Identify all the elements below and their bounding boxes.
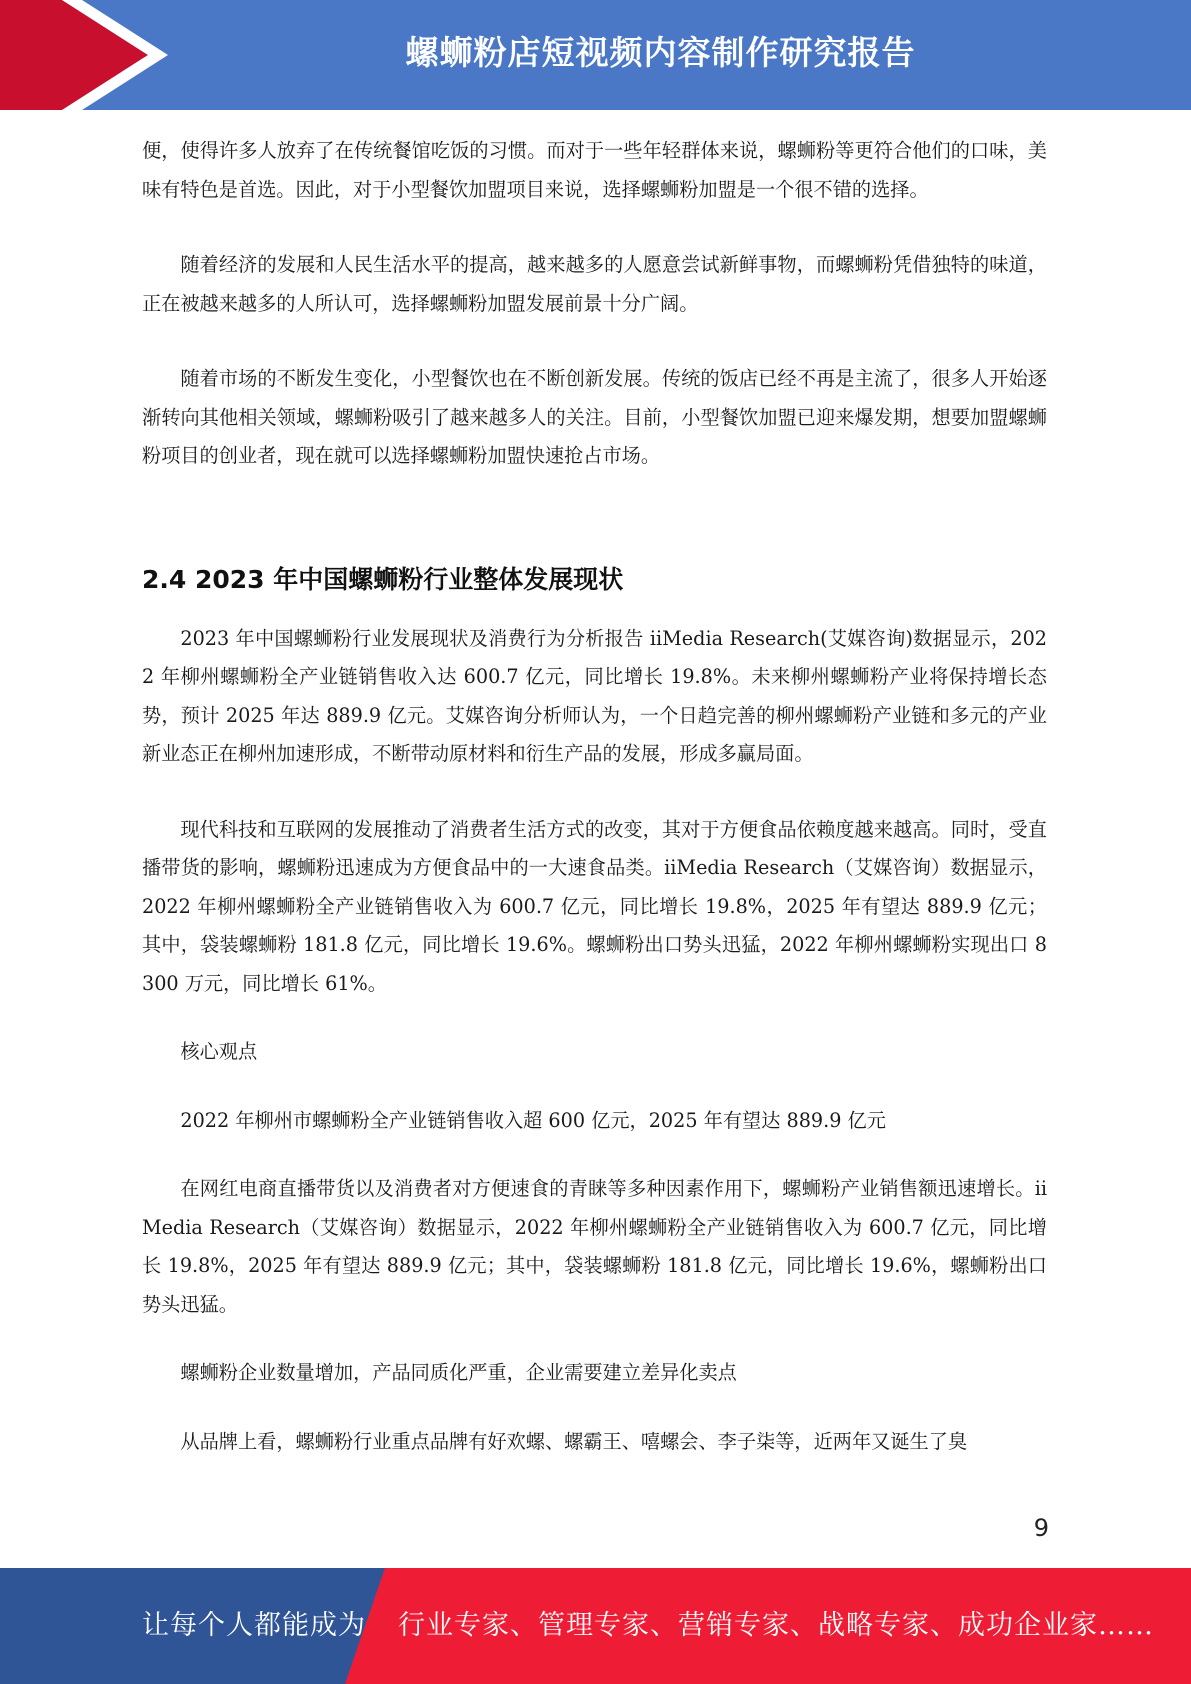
subheading-core-view: 核心观点 (180, 1040, 258, 1063)
paragraph: 2023 年中国螺蛳粉行业发展现状及消费行为分析报告 iiMedia Research(艾媒咨询)数据显示，2022 年柳州螺蛳粉全产业链销售收入达 600.7 亿元，同比增长 19.8%。未来柳州螺蛳粉产业将保持增长态势，预计 2025 年达 889.9 亿元。艾媒咨询分析师认为，一个日趋完善的柳州螺蛳粉产业链和多元的产业新业态正在柳州加速形成，不断带动原材料和衍生产品的发展，形成多赢局面。 (142, 626, 1047, 765)
paragraph: 现代科技和互联网的发展推动了消费者生活方式的改变，其对于方便食品依赖度越来越高。同时，受直播带货的影响，螺蛳粉迅速成为方便食品中的一大速食品类。iiMedia Research（艾媒咨询）数据显示，2022 年柳州螺蛳粉全产业链销售收入为 600.7 亿元，同比增长 19.8%，2025 年有望达 889.9 亿元；其中，袋装螺蛳粉 181.8 亿元，同比增长 19.6%。螺蛳粉出口势头迅猛，2022 年柳州螺蛳粉实现出口 8300 万元，同比增长 61%。 (142, 817, 1047, 995)
report-title: 螺蛳粉店短视频内容制作研究报告 (405, 33, 916, 72)
page-footer (0, 1568, 1191, 1684)
paragraph: 螺蛳粉企业数量增加，产品同质化严重，企业需要建立差异化卖点 (180, 1361, 737, 1384)
paragraph: 2022 年柳州市螺蛳粉全产业链销售收入超 600 亿元，2025 年有望达 889.9 亿元 (180, 1108, 886, 1132)
paragraph: 在网红电商直播带货以及消费者对方便速食的青睐等多种因素作用下，螺蛳粉产业销售额迅速增长。iiMedia Research（艾媒咨询）数据显示，2022 年柳州螺蛳粉全产业链销售收入为 600.7 亿元，同比增长 19.8%，2025 年有望达 889.9 亿元；其中，袋装螺蛳粉 181.8 亿元，同比增长 19.6%，螺蛳粉出口势头迅猛。 (142, 1177, 1047, 1316)
paragraph: 随着市场的不断发生变化，小型餐饮也在不断创新发展。传统的饭店已经不再是主流了，很多人开始逐渐转向其他相关领域，螺蛳粉吸引了越来越多人的关注。目前，小型餐饮加盟已迎来爆发期，想要加盟螺蛳粉项目的创业者，现在就可以选择螺蛳粉加盟快速抢占市场。 (142, 367, 1047, 467)
footer-slogan-left: 让每个人都能成为 (142, 1610, 366, 1641)
section-heading: 2.4 2023 年中国螺蛳粉行业整体发展现状 (142, 564, 624, 594)
footer-slogan-right: 行业专家、管理专家、营销专家、战略专家、成功企业家…… (398, 1610, 1154, 1641)
paragraph: 随着经济的发展和人民生活水平的提高，越来越多的人愿意尝试新鲜事物，而螺蛳粉凭借独特的味道，正在被越来越多的人所认可，选择螺蛳粉加盟发展前景十分广阔。 (142, 253, 1047, 315)
paragraph: 便，使得许多人放弃了在传统餐馆吃饭的习惯。而对于一些年轻群体来说，螺蛳粉等更符合他们的口味，美味有特色是首选。因此，对于小型餐饮加盟项目来说，选择螺蛳粉加盟是一个很不错的选择。 (142, 139, 1047, 201)
page-number: 9 (1033, 1514, 1049, 1542)
document-body (142, 132, 1047, 1461)
paragraph: 从品牌上看，螺蛳粉行业重点品牌有好欢螺、螺霸王、嘻螺会、李子柒等，近两年又诞生了臭 (180, 1429, 968, 1453)
page-header (0, 0, 1191, 110)
